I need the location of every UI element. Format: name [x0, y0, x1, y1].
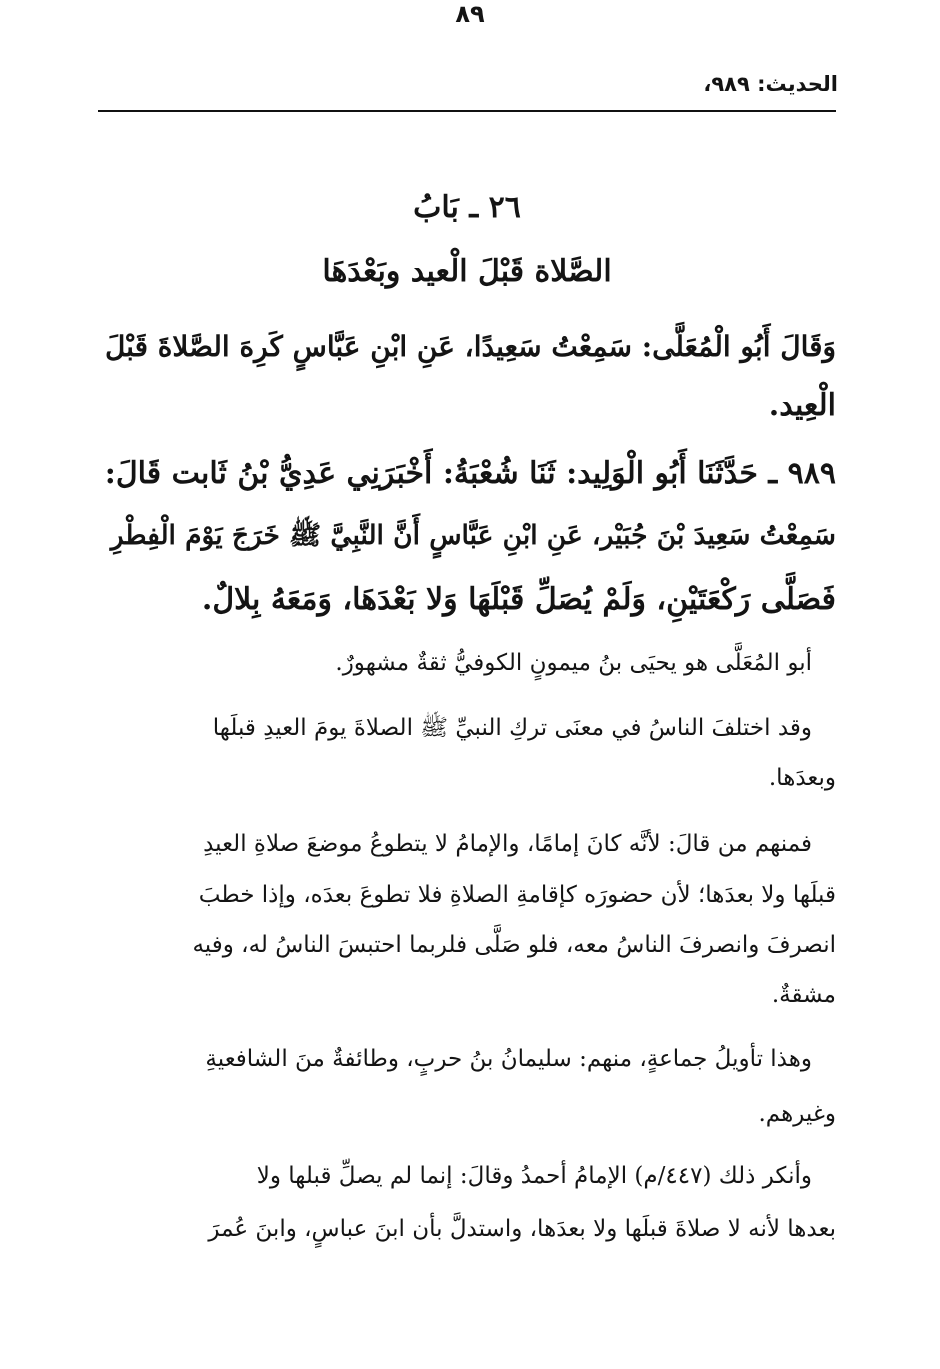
running-header: الحديث: ٩٨٩، — [703, 72, 838, 96]
commentary-5-line-1: وأنكر ذلك (٤٤٧/م) الإمامُ أحمدُ وقالَ: إنما لم يصلِّ قبلها ولا — [256, 1163, 812, 1189]
commentary-3-line-2: قبلَها ولا بعدَها؛ لأن حضورَه كإقامةِ الصلاةِ فلا تطوعَ بعدَه، وإذا خطبَ — [198, 882, 836, 908]
commentary-3-line-3: انصرفَ وانصرفَ الناسُ معه، فلو صَلَّى فلربما احتبسَ الناسُ له، وفيه — [192, 932, 836, 958]
commentary-4-line-1: وهذا تأويلُ جماعةٍ، منهم: سليمانُ بنُ حربٍ، وطائفةٌ منَ الشافعيةِ — [205, 1046, 812, 1072]
commentary-4-line-2: وغيرهم. — [758, 1101, 836, 1127]
commentary-1-line-1: أبو المُعَلَّى هو يحيَى بنُ ميمونٍ الكوفيُّ ثقةٌ مشهورٌ. — [335, 650, 812, 676]
commentary-5-line-2: بعدها لأنه لا صلاةَ قبلَها ولا بعدَها، واستدلَّ بأن ابنَ عباسٍ، وابنَ عُمرَ — [208, 1216, 836, 1242]
hadith-line-1: ٩٨٩ ـ حَدَّثَنَا أَبُو الْوَلِيد: ثَنَا شُعْبَةُ: أَخْبَرَنِي عَدِيُّ بْنُ ثَابت قَالَ: — [104, 456, 836, 491]
athar-line-2: الْعِيد. — [768, 388, 836, 423]
text-line: وَقَالَ أَبُو الْمُعَلَّى: سَمِعْتُ سَعِيدًا، عَنِ ابْنِ عَبَّاسٍ كَرِهَ الصَّلاةَ قَبْلَ — [104, 330, 836, 363]
commentary-3-line-4: مشقةٌ. — [771, 982, 836, 1008]
chapter-number: ٢٦ ـ بَابُ — [413, 190, 521, 225]
hadith-line-2: سَمِعْتُ سَعِيدَ بْنَ جُبَيْر، عَنِ ابْنِ عَبَّاسٍ أَنَّ النَّبِيَّ ﷺ خَرَجَ يَوْمَ الْفِطْرِ — [110, 520, 836, 551]
commentary-3-line-1: فمنهم من قالَ: لأنَّه كانَ إمامًا، والإمامُ لا يتطوعُ موضعَ صلاةِ العيدِ — [203, 831, 812, 857]
page-number: ٨٩ — [455, 0, 485, 28]
chapter-title: الصَّلاة قَبْلَ الْعيد وبَعْدَهَا — [322, 254, 612, 289]
hadith-line-3: فَصَلَّى رَكْعَتَيْنِ، وَلَمْ يُصَلِّ قَبْلَهَا وَلا بَعْدَهَا، وَمَعَهُ بِلالٌ. — [201, 582, 836, 617]
commentary-2-line-1: وقد اختلفَ الناسُ في معنَى تركِ النبيِّ ﷺ الصلاةَ يومَ العيدِ قبلَها — [212, 715, 812, 741]
header-rule — [98, 110, 836, 112]
commentary-2-line-2: وبعدَها. — [768, 765, 836, 791]
athar-line-1 — [98, 330, 836, 363]
